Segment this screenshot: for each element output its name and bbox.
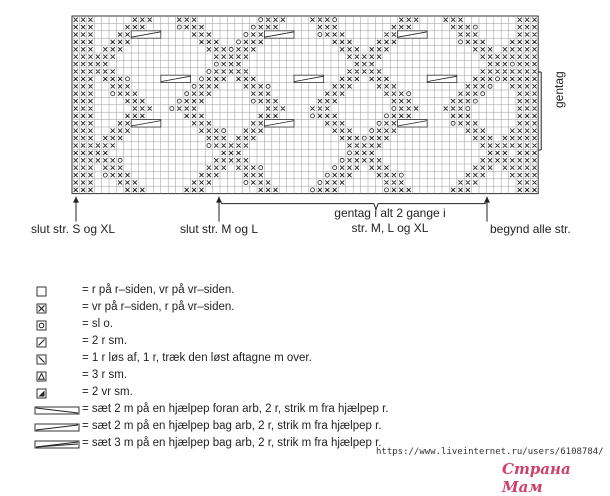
label-repeat-line2: str. M, L og XL bbox=[351, 221, 429, 235]
label-begin-all: begynd alle str. bbox=[490, 222, 571, 236]
knitting-chart bbox=[0, 0, 610, 230]
backslash-box-icon bbox=[36, 354, 47, 365]
legend-text: = 2 r sm. bbox=[82, 335, 128, 347]
x-box-icon bbox=[36, 303, 47, 314]
circle-box-icon bbox=[36, 320, 47, 331]
legend-text: = r på r–siden, vr på vr–siden. bbox=[82, 284, 235, 296]
filled-triangle-box-icon bbox=[36, 388, 47, 399]
chart-arrowhead bbox=[73, 197, 79, 203]
chart-arrowhead bbox=[216, 197, 222, 203]
legend-text: = 2 vr sm. bbox=[82, 386, 133, 398]
legend-text: = sl o. bbox=[82, 318, 114, 330]
watermark-url: https://www.liveinternet.ru/users/6108784/ bbox=[376, 447, 604, 457]
label-repeat-sizes bbox=[325, 206, 455, 236]
triangle-box-icon bbox=[36, 371, 47, 382]
watermark-site: Страна Мам bbox=[502, 460, 571, 496]
legend-text: = 3 r sm. bbox=[82, 369, 128, 381]
label-repeat-side: gentag bbox=[552, 71, 566, 108]
legend-text: = sæt 2 m på en hjælpep foran arb, 2 r, strik m fra hjælpep r. bbox=[82, 403, 389, 415]
label-end-s-xl: slut str. S og XL bbox=[31, 222, 116, 236]
legend-text: = 1 r løs af, 1 r, træk den løst aftagne m over. bbox=[82, 352, 312, 364]
cable-front-icon bbox=[34, 405, 80, 416]
legend-text: = sæt 2 m på en hjælpep bag arb, 2 r, strik m fra hjælpep r. bbox=[82, 420, 382, 432]
cable-back-icon bbox=[34, 422, 80, 433]
cable-back-3-icon bbox=[34, 439, 80, 450]
empty-box-icon bbox=[36, 286, 47, 297]
legend-text: = sæt 3 m på en hjælpep bag arb, 2 r, strik m fra hjælpep r. bbox=[82, 437, 382, 449]
legend-text: = vr på r–siden, r på vr–siden. bbox=[82, 301, 235, 313]
label-end-m-l: slut str. M og L bbox=[180, 222, 259, 236]
label-repeat-line1: gentag i alt 2 gange i bbox=[334, 206, 446, 220]
slash-box-icon bbox=[36, 337, 47, 348]
chart-arrowhead bbox=[484, 197, 490, 203]
